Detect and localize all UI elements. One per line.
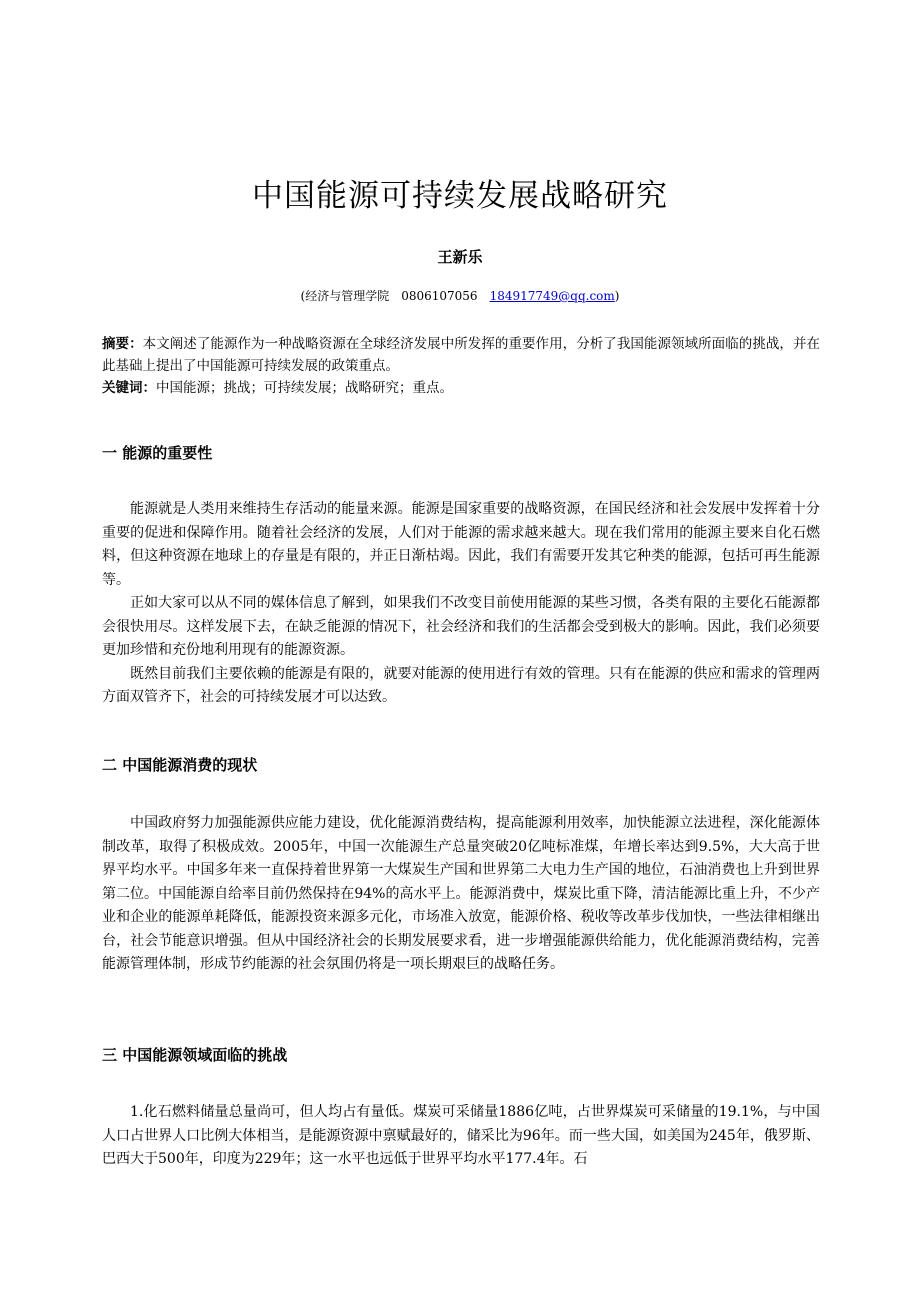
section-body-3	[102, 1101, 820, 1172]
email-link[interactable]: 184917749@qq.com	[489, 289, 615, 303]
abstract-label: 摘要：	[102, 336, 143, 352]
paragraph: 中国政府努力加强能源供应能力建设，优化能源消费结构，提高能源利用效率，加快能源立法进程，深化能源体制改革，取得了积极成效。2005年，中国一次能源生产总量突破20亿吨标准煤，年增长率达到9.5%，大大高于世界平均水平。中国多年来一直保持着世界第一大煤炭生产国和世界第二大电力生产国的地位，石油消费也上升到世界第二位。中国能源自给率目前仍然保持在94%的高水平上。能源消费中，煤炭比重下降，清洁能源比重上升，不少产业和企业的能源单耗降低，能源投资来源多元化，市场准入放宽，能源价格、税收等改革步伐加快，一些法律相继出台，社会节能意识增强。但从中国经济社会的长期发展要求看，进一步增强能源供给能力，优化能源消费结构，完善能源管理体制，形成节约能源的社会氛围仍将是一项长期艰巨的战略任务。	[102, 815, 820, 972]
keywords-label: 关键词：	[102, 380, 156, 396]
abstract-text: 本文阐述了能源作为一种战略资源在全球经济发展中所发挥的重要作用，分析了我国能源领域所面临的挑战，并在此基础上提出了中国能源可持续发展的政策重点。	[102, 336, 821, 374]
section-heading-3: 三 中国能源领域面临的挑战	[102, 1046, 288, 1064]
affiliation-close: )	[614, 289, 620, 303]
section-heading-2: 二 中国能源消费的现状	[102, 756, 258, 774]
section-body-1	[102, 498, 820, 710]
abstract	[102, 333, 820, 399]
paragraph: 既然目前我们主要依赖的能源是有限的，就要对能源的使用进行有效的管理。只有在能源的供应和需求的管理两方面双管齐下，社会的可持续发展才可以达致。	[102, 665, 820, 705]
paragraph: 能源就是人类用来维持生存活动的能量来源。能源是国家重要的战略资源，在国民经济和社会发展中发挥着十分重要的促进和保障作用。随着社会经济的发展，人们对于能源的需求越来越大。现在我们常用的能源主要来自化石燃料，但这种资源在地球上的存量是有限的，并正日渐枯竭。因此，我们有需要开发其它种类的能源，包括可再生能源等。	[102, 501, 820, 588]
section-heading-1: 一 能源的重要性	[102, 444, 213, 462]
affiliation-text: (经济与管理学院 0806107056	[300, 289, 490, 303]
section-body-2	[102, 812, 820, 977]
affiliation	[0, 287, 920, 304]
abstract-body	[102, 333, 820, 377]
author-name: 王新乐	[437, 248, 483, 266]
keywords-text: 中国能源；挑战；可持续发展；战略研究；重点。	[156, 380, 453, 396]
page-title: 中国能源可持续发展战略研究	[252, 178, 668, 214]
paragraph: 1.化石燃料储量总量尚可，但人均占有量低。煤炭可采储量1886亿吨，占世界煤炭可采储量的19.1%，与中国人口占世界人口比例大体相当，是能源资源中禀赋最好的，储采比为96年。而一些大国，如美国为245年，俄罗斯、巴西大于500年，印度为229年；这一水平也远低于世界平均水平177.4年。石	[102, 1104, 820, 1167]
keywords-line	[102, 377, 820, 399]
paragraph: 正如大家可以从不同的媒体信息了解到，如果我们不改变目前使用能源的某些习惯，各类有限的主要化石能源都会很快用尽。这样发展下去，在缺乏能源的情况下，社会经济和我们的生活都会受到极大的影响。因此，我们必须要更加珍惜和充份地利用现有的能源资源。	[102, 595, 820, 658]
